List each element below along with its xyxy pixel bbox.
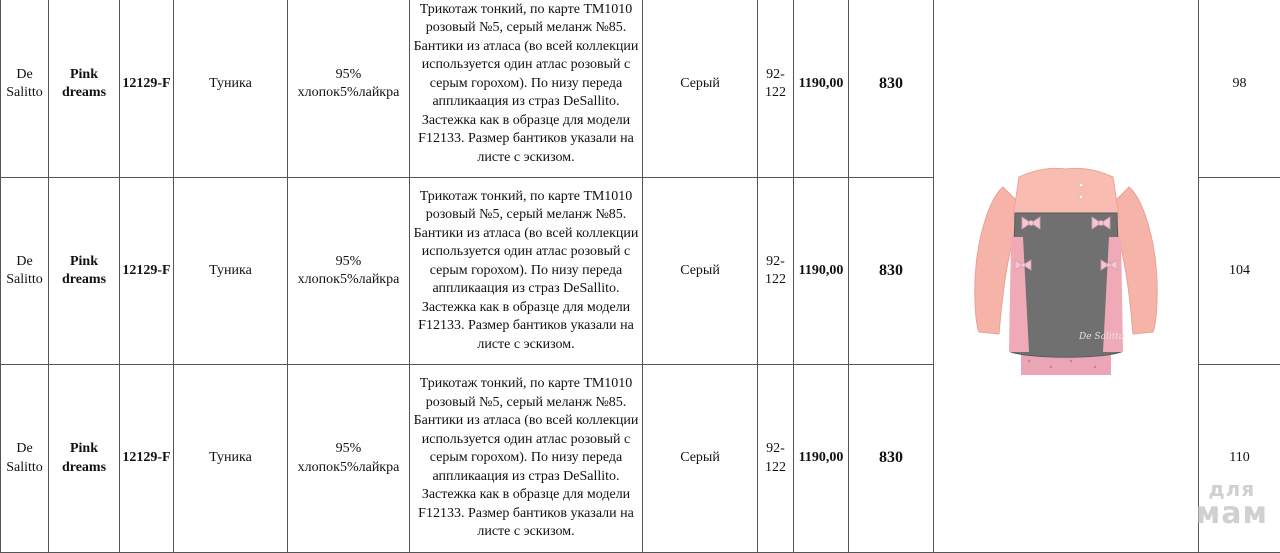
tunic-photo-icon <box>951 147 1181 397</box>
description-cell: Трикотаж тонкий, по карте ТМ1010 розовый №5, серый меланж №85. Бантики из атласа (во всей коллекции используется один атлас розовый с серым горохом). По низу переда аппликаация из страз DeSallito. Застежка как в образце для модели F12133. Размер бантиков указали на листе с эскизом. <box>410 365 643 553</box>
price2-cell: 830 <box>849 365 934 553</box>
description-cell: Трикотаж тонкий, по карте ТМ1010 розовый №5, серый меланж №85. Бантики из атласа (во всей коллекции используется один атлас розовый с серым горохом). По низу переда аппликаация из страз DeSallito. Застежка как в образце для модели F12133. Размер бантиков указали на листе с эскизом. <box>410 0 643 178</box>
table-row <box>1 0 1280 178</box>
collection-cell: Pink dreams <box>49 365 120 553</box>
brand-cell: De Salitto <box>1 0 49 178</box>
qty-cell: 98 <box>1199 0 1280 178</box>
item-cell: Туника <box>174 178 288 365</box>
composition-cell: 95% хлопок5%лайкра <box>288 0 410 178</box>
qty-cell: 110 <box>1199 365 1280 553</box>
watermark-logo <box>1196 479 1268 529</box>
qty-cell: 104 <box>1199 178 1280 365</box>
item-cell: Туника <box>174 0 288 178</box>
watermark-line1: для <box>1196 479 1268 499</box>
color-cell: Серый <box>643 0 758 178</box>
article-cell: 12129-F <box>120 178 174 365</box>
price2-cell: 830 <box>849 0 934 178</box>
collection-cell: Pink dreams <box>49 0 120 178</box>
composition-cell: 95% хлопок5%лайкра <box>288 365 410 553</box>
description-cell: Трикотаж тонкий, по карте ТМ1010 розовый №5, серый меланж №85. Бантики из атласа (во всей коллекции используется один атлас розовый с серым горохом). По низу переда аппликаация из страз DeSallito. Застежка как в образце для модели F12133. Размер бантиков указали на листе с эскизом. <box>410 178 643 365</box>
product-image-cell <box>934 0 1199 553</box>
color-cell: Серый <box>643 178 758 365</box>
article-cell: 12129-F <box>120 365 174 553</box>
logo-text: De Salitto <box>1078 332 1125 342</box>
watermark-line2: мам <box>1196 499 1268 529</box>
price-cell: 1190,00 <box>794 365 849 553</box>
sizes-cell: 92-122 <box>758 178 794 365</box>
composition-cell: 95% хлопок5%лайкра <box>288 178 410 365</box>
brand-cell: De Salitto <box>1 178 49 365</box>
item-cell: Туника <box>174 365 288 553</box>
price-cell: 1190,00 <box>794 0 849 178</box>
article-cell: 12129-F <box>120 0 174 178</box>
price-cell: 1190,00 <box>794 178 849 365</box>
collection-cell: Pink dreams <box>49 178 120 365</box>
brand-cell: De Salitto <box>1 365 49 553</box>
sizes-cell: 92-122 <box>758 365 794 553</box>
price2-cell: 830 <box>849 178 934 365</box>
color-cell: Серый <box>643 365 758 553</box>
sizes-cell: 92-122 <box>758 0 794 178</box>
